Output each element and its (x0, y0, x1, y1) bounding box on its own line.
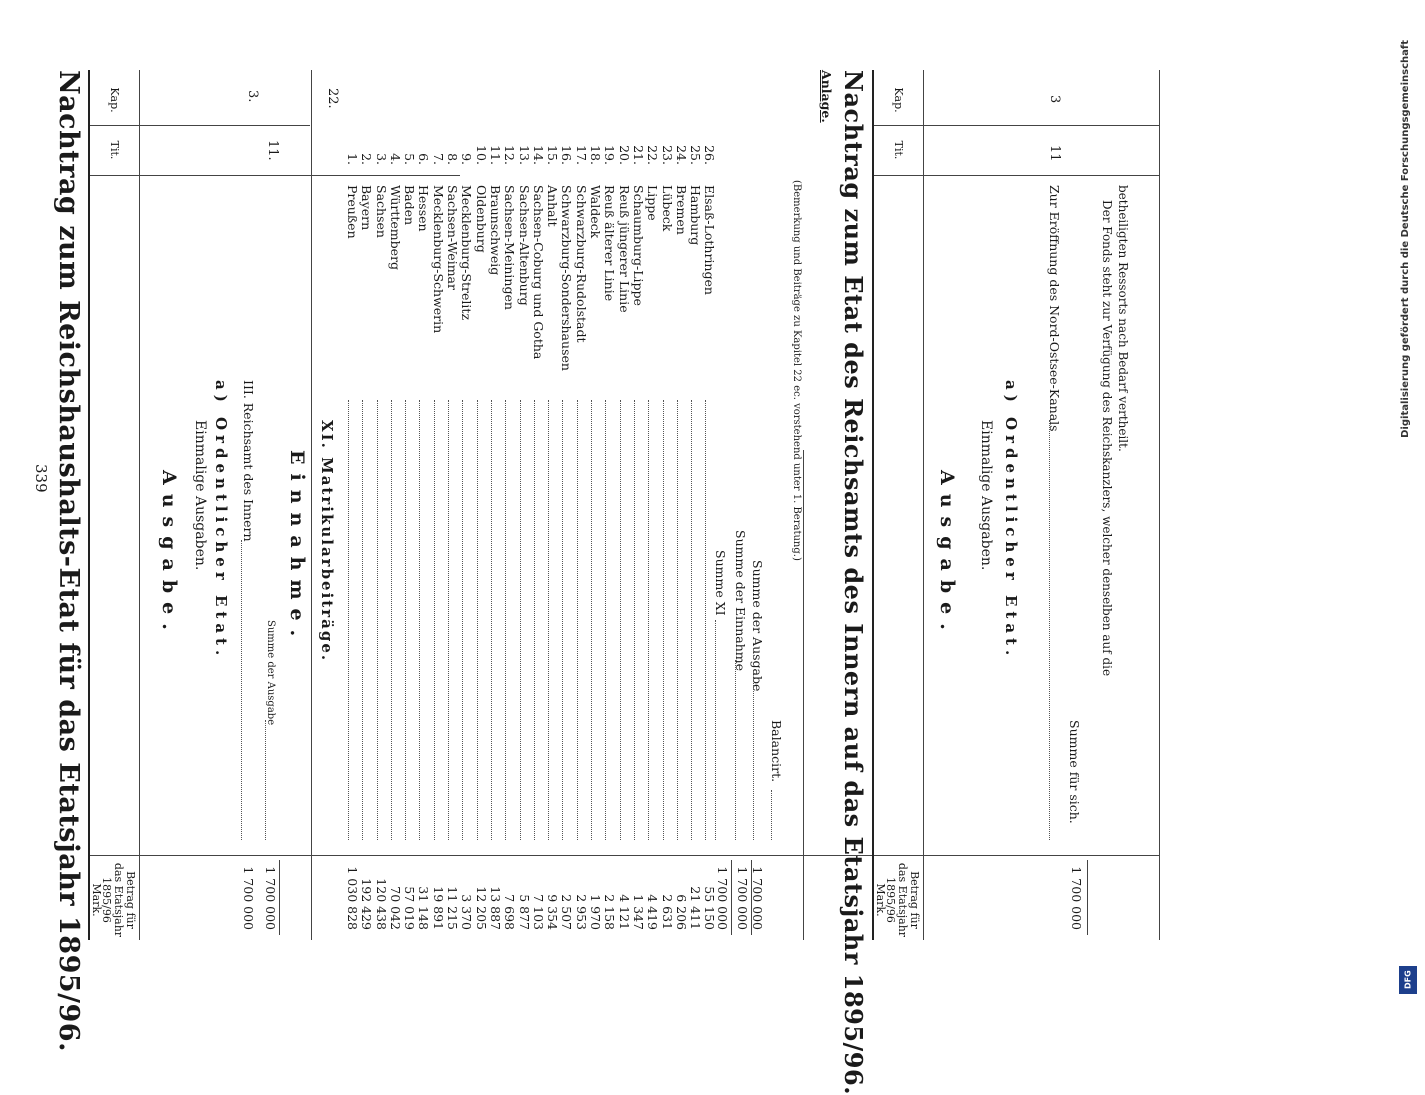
bottom-ordentlicher: a) Ordentlicher Etat. (1002, 380, 1020, 661)
top-block-end-rule (803, 450, 804, 940)
row-state-name: Lippe (645, 185, 661, 221)
dots-balancirt (771, 790, 772, 840)
dots-bottom-item (1049, 420, 1050, 840)
bottom-summe-label: Summe für sich. (1067, 720, 1082, 824)
row-amount: 4 121 (616, 894, 632, 930)
matrikular-heading: XI. Matrikularbeiträge. (318, 420, 336, 663)
section-ausgabe-top: Ausgabe. (158, 470, 180, 639)
bottom-col-amount-4: Mark. (874, 883, 887, 917)
row-amount: 21 411 (688, 886, 704, 930)
row-number: 4. (387, 153, 403, 165)
bottom-divider-kap (874, 125, 1160, 126)
row-dots (706, 400, 707, 840)
row-number: 1. (345, 153, 360, 165)
row-amount: 1 970 (588, 894, 604, 930)
row-state-name: Hessen (416, 185, 432, 232)
row-dots (605, 400, 606, 840)
col-kap-header: Kap. (108, 87, 121, 113)
row-dots (362, 400, 363, 840)
row-amount: 7 103 (530, 894, 546, 930)
row-state-name: Mecklenburg-Schwerin (430, 185, 446, 334)
bottom-col-amount-2: das Etatsjahr (896, 862, 909, 938)
col-amount-header-3: 1895/96 (100, 877, 113, 923)
bottom-item: Zur Eröffnung des Nord-Ostsee-Kanals (1047, 185, 1062, 432)
row-amount: 2 158 (602, 894, 618, 930)
row-dots (505, 400, 506, 840)
row-state-name: Schwarzburg-Rudolstadt (573, 185, 589, 343)
bottom-divider-tit (874, 175, 1160, 176)
row-number: 19. (602, 145, 618, 165)
row-state-name: Sachsen-Weimar (445, 185, 461, 290)
row-state-name: Schaumburg-Lippe (631, 185, 646, 306)
row-amount: 1 347 (631, 894, 646, 930)
dfg-logo: DFG (1399, 966, 1417, 994)
bottom-section-ausgabe: Ausgabe. (936, 470, 958, 639)
row-number: 11. (488, 145, 503, 165)
row-state-name: Anhalt (545, 185, 561, 227)
bottom-title: Nachtrag zum Etat des Reichsamts des Innern auf das Etatsjahr 1895/96. (839, 70, 868, 1095)
row-dots (434, 400, 435, 840)
row-number: 15. (545, 145, 561, 165)
row-dots (620, 400, 621, 840)
row-number: 8. (445, 153, 461, 165)
row-number: 9. (459, 153, 475, 165)
bottom-tit: 11 (1047, 145, 1062, 162)
header-rule-bottom (139, 70, 140, 940)
row-state-name: Waldeck (588, 185, 604, 239)
dots-reichsamt (241, 540, 242, 840)
row-amount: 9 354 (545, 894, 561, 930)
col-amount-header-1: Betrag für (124, 871, 137, 929)
row-amount: 70 042 (387, 886, 403, 930)
balancirt-label: Balancirt. (769, 720, 784, 783)
row-state-name: Baden (402, 185, 418, 226)
row-amount: 192 429 (359, 878, 375, 930)
bottom-einmalige: Einmalige Ausgaben. (978, 420, 994, 571)
row-number: 12. (502, 145, 518, 165)
bottom-note-1: Der Fonds steht zur Verfügung des Reichskanzlers, welcher denselben auf die (1100, 200, 1114, 677)
bottom-col-amount-3: 1895/96 (884, 877, 897, 923)
row-number: 16. (559, 145, 575, 165)
col-divider-kap (90, 125, 310, 126)
row-amount: 3 370 (459, 894, 475, 930)
einnahme-rule (311, 70, 312, 940)
col-divider-amount (90, 855, 890, 856)
row-amount: 55 150 (702, 886, 718, 930)
row-number: 23. (659, 145, 675, 165)
row-amount: 7 698 (502, 894, 518, 930)
main-title: Nachtrag zum Reichshaushalts-Etat für das Etatsjahr 1895/96. (53, 70, 84, 1052)
summe-ausgabe: 1 700 000 (263, 866, 278, 930)
row-dots (548, 400, 549, 840)
row-amount: 12 205 (473, 886, 489, 930)
row-amount: 6 206 (673, 894, 689, 930)
row-state-name: Preußen (345, 185, 360, 239)
row-dots (634, 400, 635, 840)
row-number: 24. (673, 145, 689, 165)
row-number: 5. (402, 153, 418, 165)
row-dots (691, 400, 692, 840)
kap-3: 3. (245, 90, 260, 103)
row-dots (348, 400, 349, 840)
row-number: 13. (516, 145, 532, 165)
row-number: 10. (473, 145, 489, 165)
row-amount: 13 887 (488, 886, 503, 930)
row-state-name: Oldenburg (473, 185, 489, 253)
row-dots (663, 400, 664, 840)
footnote: (Bemerkung und Beiträge zu Kapitel 22 ec. vorstehend unter 1. Beratung.) (791, 180, 802, 561)
kap-22: 22. (325, 88, 340, 109)
bottom-col-tit: Tit. (892, 140, 905, 160)
row-state-name: Bremen (673, 185, 689, 235)
col-tit-header: Tit. (108, 140, 121, 160)
row-number: 18. (588, 145, 604, 165)
reichsamt-label: III. Reichsamt des Innern (241, 380, 256, 542)
summe-der-ausgabe: 1 700 000 (750, 866, 765, 930)
row-dots (520, 400, 521, 840)
row-number: 14. (530, 145, 546, 165)
row-number: 6. (416, 153, 432, 165)
summe-einnahme: 1 700 000 (735, 866, 750, 930)
row-number: 22. (645, 145, 661, 165)
row-dots (420, 400, 421, 840)
row-dots (648, 400, 649, 840)
bottom-summe-rule (1087, 860, 1088, 935)
row-state-name: Schwarzburg-Sondershausen (559, 185, 575, 371)
row-amount: 57 019 (402, 886, 418, 930)
row-amount: 31 148 (416, 886, 432, 930)
row-dots (477, 400, 478, 840)
row-state-name: Sachsen-Meiningen (502, 185, 518, 310)
row-number: 25. (688, 145, 704, 165)
row-amount: 5 877 (516, 894, 532, 930)
row-amount: 19 891 (430, 886, 446, 930)
summe-xi: 1 700 000 (715, 866, 730, 930)
page-number: 339 (32, 464, 50, 493)
row-state-name: Elsaß-Lothringen (702, 185, 718, 295)
bottom-header-rule-top (872, 70, 874, 940)
bottom-divider-amount (874, 855, 1160, 856)
row-state-name: Hamburg (688, 185, 704, 246)
row-dots (563, 400, 564, 840)
row-number: 21. (631, 145, 646, 165)
row-dots (391, 400, 392, 840)
col-divider-tit (90, 175, 460, 176)
row-state-name: Sachsen (373, 185, 389, 238)
row-amount: 4 419 (645, 894, 661, 930)
section-einnahme: Einnahme. (286, 450, 308, 646)
dots-summe-der-ausgabe (753, 680, 754, 840)
summe-ausgabe-label: Summe der Ausgabe (265, 620, 276, 726)
ordentlicher-top: a) Ordentlicher Etat. (212, 380, 230, 661)
bottom-kap: 3 (1047, 95, 1062, 104)
amount-ausgabe: 1 700 000 (241, 866, 256, 930)
row-number: 17. (573, 145, 589, 165)
row-number: 20. (616, 145, 632, 165)
row-number: 2. (359, 153, 375, 165)
row-dots (405, 400, 406, 840)
summe-xi-rule (731, 860, 732, 935)
col-amount-header-2: das Etatsjahr (112, 862, 125, 938)
row-amount: 2 507 (559, 894, 575, 930)
row-state-name: Württemberg (387, 185, 403, 271)
row-state-name: Braunschweig (488, 185, 503, 276)
row-state-name: Sachsen-Coburg und Gotha (530, 185, 546, 360)
row-amount: 120 438 (373, 878, 389, 930)
col-amount-header-4: Mark. (90, 883, 103, 917)
summe-xi-label: Summe XI (713, 550, 728, 616)
row-dots (462, 400, 463, 840)
row-dots (377, 400, 378, 840)
dots-summe-einnahme (735, 660, 736, 840)
einmalige-top: Einmalige Ausgaben. (192, 420, 208, 571)
row-state-name: Lübeck (659, 185, 675, 232)
row-dots (591, 400, 592, 840)
row-number: 7. (430, 153, 446, 165)
row-state-name: Bayern (359, 185, 375, 231)
row-amount: 2 631 (659, 894, 675, 930)
anlage-label: Anlage. (819, 70, 834, 123)
header-rule-top (88, 70, 90, 940)
row-number: 3. (373, 153, 389, 165)
credit-strip (1396, 0, 1425, 1000)
row-dots (491, 400, 492, 840)
row-state-name: Reuß älterer Linie (602, 185, 618, 302)
row-amount: 2 953 (573, 894, 589, 930)
row-dots (577, 400, 578, 840)
row-state-name: Sachsen-Altenburg (516, 185, 532, 306)
row-dots (534, 400, 535, 840)
row-state-name: Mecklenburg-Strelitz (459, 185, 475, 321)
row-state-name: Reuß jüngerer Linie (616, 185, 632, 313)
bottom-col-kap: Kap. (892, 87, 905, 113)
row-amount: 11 215 (445, 886, 461, 930)
row-amount: 1 030 828 (345, 866, 360, 930)
credit-text: Digitalisierung gefördert durch die Deutsche Forschungsgemeinschaft (1400, 40, 1411, 438)
bottom-header-rule-bottom (923, 70, 924, 940)
row-number: 26. (702, 145, 718, 165)
row-dots (677, 400, 678, 840)
summe-einnahme-label: Summe der Einnahme (733, 530, 748, 672)
row-dots (448, 400, 449, 840)
bottom-end-rule (1159, 70, 1160, 940)
summe-der-ausgabe-label: Summe der Ausgabe (750, 560, 765, 692)
bottom-col-amount-1: Betrag für (908, 871, 921, 929)
bottom-note-2: betheiligten Ressorts nach Bedarf vertheilt. (1116, 185, 1130, 452)
tit-11: 11. (265, 140, 280, 161)
dots-summe-xi (715, 620, 716, 840)
summe-ausgabe-rule (279, 860, 280, 935)
dots-summe-ausgabe (265, 720, 266, 840)
bottom-amount: 1 700 000 (1069, 866, 1084, 930)
